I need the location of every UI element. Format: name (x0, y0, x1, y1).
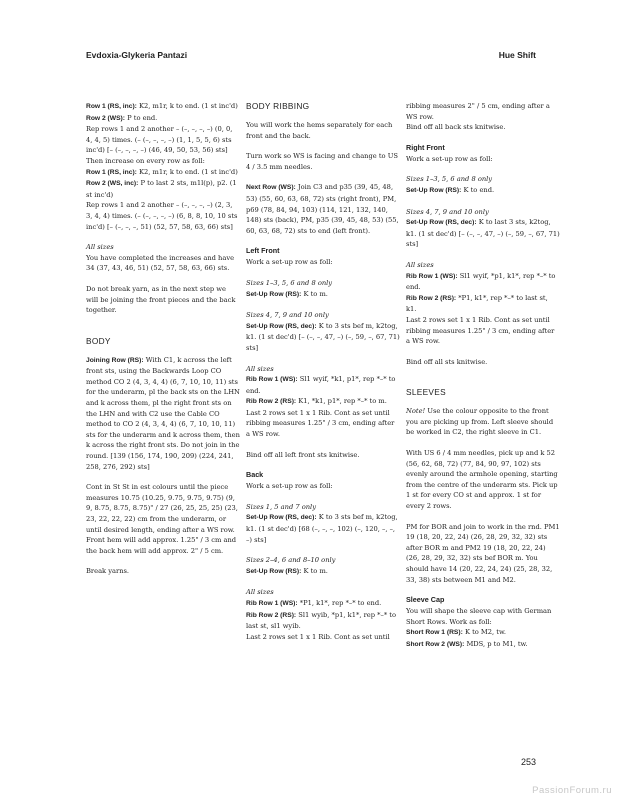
row-label: Row 2 (WS): (86, 114, 126, 122)
row-label: Rib Row 1 (WS): (246, 376, 298, 384)
row-label: Set-Up Row (RS): (406, 186, 462, 194)
row-text: K to end. (461, 185, 495, 194)
paragraph: With US 6 / 4 mm needles, pick up and k 52 (56, 62, 68, 72) (77, 84, 90, 97, 102) sts evenly around the armhole opening, starting from the centre of the underarm sts. Pick up 1 st for every CO st and approx. 1 st for every 2 rows. (406, 449, 558, 511)
paragraph: You will shape the sleeve cap with German Short Rows. Work as foll: (406, 607, 552, 626)
paragraph: Bind off all left front sts knitwise. (246, 450, 360, 459)
size-note: Sizes 4, 7, 9 and 10 only (406, 207, 489, 216)
row-text: *P1, k1*, rep *–* to end. (297, 599, 382, 607)
row-text: P to last 2 sts, m1l(p), p2. (1 st inc'd) (86, 179, 237, 199)
paragraph (406, 406, 560, 438)
row-label: Short Row 2 (WS): (406, 640, 465, 648)
row-text: Sl1 wyif, *p1, k1*, rep *–* to end. (406, 271, 556, 292)
row-label: Next Row (WS): (246, 184, 296, 192)
size-note: All sizes (246, 364, 274, 373)
paragraph (86, 167, 240, 179)
size-note: Sizes 1–3, 5, 6 and 8 only (246, 278, 333, 287)
row-label: Joining Row (RS): (86, 356, 144, 364)
paragraph: PM for BOR and join to work in the rnd. PM1 19 (18, 20, 22, 24) (26, 28, 29, 32, 32) sts after BOR m and PM2 19 (18, 20, 22, 24) (26, 28, 29, 32, 32) sts bef BOR m. You should have 14 (20, 22, 24, 24) (25, 28, 32, 33, 38) sts between M1 and M2. (406, 522, 560, 584)
paragraph (406, 639, 560, 651)
row-text: *P1, k1*, rep *–* to last st, k1. (406, 293, 548, 314)
row-text: K to last 3 sts, k2tog, k1. (1 st dec'd) [– (–, –, 47, –) (–, 59, –, 67, 71) sts] (406, 218, 560, 249)
paragraph (86, 113, 240, 125)
row-label: Set-Up Row (RS, dec): (246, 514, 317, 522)
paragraph: Cont in St St in est colours until the piece measures 10.75 (10.25, 9.75, 9.75, 9.75) (9, 9, 8.75, 8.75, 8.75)" / 27 (26, 25, 25, 25) (23, 23, 22, 22, 22) cm from the underarm, or until desired length, ending after a WS row. Front hem will add approx. 1.25" / 3 cm and the back hem will add approx. 2" / 5 cm. (86, 483, 238, 555)
page-number: 253 (520, 757, 536, 767)
row-label: Set-Up Row (RS, dec): (406, 219, 477, 227)
subheading-sleeve-cap: Sleeve Cap (406, 595, 445, 605)
paragraph: Turn work so WS is facing and change to US 4 / 3.5 mm needles. (246, 152, 398, 171)
row-label: Short Row 1 (RS): (406, 629, 463, 637)
paragraph (86, 178, 240, 200)
paragraph: Work a set-up row as foll: (406, 154, 493, 163)
paragraph: Break yarns. (86, 567, 130, 576)
row-text: With C1, k across the left front sts, using the Backwards Loop CO method CO 2 (4, 3, 4, 4) (6, 7, 10, 10, 11) sts for the underarm, pl the back sts on the LHN and k across them, pl the right front sts on the LHN and with C2 use the Cable CO method to CO 2 (4, 3, 4, 4) (6, 7, 10, 10, 11) sts for the underarm and k across them, then k across the right front sts. Do not join in the round. [139 (156, 174, 190, 209) (224, 241, 258, 276, 292) sts] (86, 355, 240, 471)
row-text: K2, m1r, k to end. (1 st inc'd) (136, 102, 238, 110)
paragraph (246, 512, 400, 545)
row-text: K1, *k1, p1*, rep *–* to m. (296, 397, 387, 406)
section-heading-body-ribbing: BODY RIBBING (246, 101, 310, 111)
subheading-left-front: Left Front (246, 246, 280, 256)
row-label: Row 2 (WS, inc): (86, 180, 139, 188)
author-name: Evdoxia-Glykeria Pantazi (86, 50, 188, 60)
row-label: Rib Row 2 (RS): (406, 294, 457, 302)
paragraph (246, 321, 400, 354)
paragraph: Work a set-up row as foll: (246, 258, 333, 267)
paragraph (406, 185, 560, 197)
paragraph (246, 396, 400, 408)
row-label: Set-Up Row (RS): (246, 290, 302, 298)
section-heading-sleeves: SLEEVES (406, 387, 446, 398)
paragraph (406, 627, 560, 639)
paragraph: Rep rows 1 and 2 another – (–, –, –, –) (2, 3, 3, 4, 4) times. (– (–, –, –, –) (6, 8, 8, 10, 10 sts inc'd) [– (–, –, –, 51) (52, 57, 58, 63, 66) sts] (86, 201, 238, 231)
row-text: K to 3 sts bef m, k2tog, k1. (1 st dec'd) [– (–, –, 47, –) (–, 59, –, 67, 71) sts] (246, 321, 400, 352)
paragraph: Rep rows 1 and 2 another – (–, –, –, –) (0, 0, 4, 4, 5) times. (– (–, –, –, –) (1, 1, 5, 5, 6) sts inc'd) [– (–, –, –, –) (46, 49, 50, 53, 56) sts] (86, 125, 233, 155)
row-text: P to end. (125, 113, 158, 122)
subheading-right-front: Right Front (406, 142, 445, 152)
row-label: Row 1 (RS, inc): (86, 168, 137, 176)
column-2 (246, 101, 400, 642)
watermark: PassionForum.ru (532, 785, 612, 796)
paragraph (246, 610, 400, 632)
column-1 (86, 101, 240, 577)
row-text: MDS, p to M1, tw. (464, 639, 528, 648)
note-text: Use the colour opposite to the front you are picking up from. Left sleeve should be worked in C2, the right sleeve in C1. (406, 407, 554, 437)
row-text: Sl1 wyib, *p1, k1*, rep *–* to last st, sl1 wyib. (246, 610, 397, 631)
row-label: Rib Row 2 (RS): (246, 398, 297, 406)
row-text: Join C3 and p35 (39, 45, 48, 53) (55, 60, 63, 68, 72) sts (right front), PM, p69 (78, 84, 94, 103) (114, 121, 132, 140, 148) sts (back), PM, p35 (39, 45, 48, 53) (55, 60, 63, 68, 72) sts to end (left front). (246, 183, 399, 235)
paragraph (246, 182, 400, 236)
paragraph: Bind off all back sts knitwise. (406, 123, 506, 132)
row-text: K to M2, tw. (462, 628, 507, 637)
paragraph (86, 101, 240, 113)
row-label: Set-Up Row (RS): (246, 567, 302, 575)
paragraph: Do not break yarn, as in the next step we will be joining the front pieces and the back together. (86, 284, 236, 315)
subheading-back: Back (246, 470, 264, 480)
paragraph (246, 566, 400, 578)
paragraph (406, 271, 560, 293)
size-note: All sizes (406, 260, 434, 269)
row-label: Set-Up Row (RS, dec): (246, 322, 317, 330)
paragraph: Bind off all sts knitwise. (406, 357, 488, 366)
paragraph (86, 355, 240, 473)
note-label: Note! (406, 407, 426, 416)
paragraph (406, 217, 560, 250)
row-text: K2, m1r, k to end. (1 st inc'd) (136, 167, 238, 176)
paragraph (406, 293, 560, 315)
row-label: Rib Row 1 (WS): (246, 600, 298, 607)
paragraph: You have completed the increases and have 34 (37, 43, 46, 51) (52, 57, 58, 63, 66) sts. (86, 253, 235, 273)
row-text: K to m. (301, 289, 328, 298)
size-note: All sizes (246, 588, 274, 597)
row-label: Rib Row 2 (RS): (246, 611, 297, 619)
size-note: Sizes 2–4, 6 and 8–10 only (246, 556, 336, 565)
size-note: All sizes (86, 243, 114, 252)
row-text: Sl1 wyif, *k1, p1*, rep *–* to end. (246, 375, 396, 395)
paragraph: Last 2 rows set 1 x 1 Rib. Cont as set until ribbing measures 1.25" / 3 cm, ending after a WS row. (406, 315, 555, 346)
paragraph (246, 289, 400, 301)
column-3 (406, 101, 560, 651)
paragraph: You will work the hems separately for each front and the back. (246, 121, 393, 140)
paragraph: Then increase on every row as foll: (86, 156, 205, 165)
paragraph (246, 598, 400, 610)
paragraph: Last 2 rows set 1 x 1 Rib. Cont as set until (246, 632, 390, 641)
section-heading-body: BODY (86, 335, 111, 346)
row-text: K to m. (301, 566, 328, 575)
pattern-title: Hue Shift (498, 50, 536, 60)
row-text: K to 3 sts bef m, k2tog, k1. (1 st dec'd) [68 (–, –, –, 102) (–, 120, –, –, –) sts] (246, 513, 398, 544)
row-label: Rib Row 1 (WS): (406, 272, 458, 280)
paragraph: Work a set-up row as foll: (246, 482, 333, 491)
size-note: Sizes 1, 5 and 7 only (246, 502, 316, 511)
paragraph: ribbing measures 2" / 5 cm, ending after a WS row. (406, 102, 550, 121)
size-note: Sizes 1–3, 5, 6 and 8 only (406, 175, 493, 184)
size-note: Sizes 4, 7, 9 and 10 only (246, 311, 329, 320)
paragraph: Last 2 rows set 1 x 1 Rib. Cont as set until ribbing measures 1.25" / 3 cm, ending after a WS row. (246, 408, 395, 439)
paragraph (246, 374, 400, 396)
row-label: Row 1 (RS, inc): (86, 103, 137, 110)
